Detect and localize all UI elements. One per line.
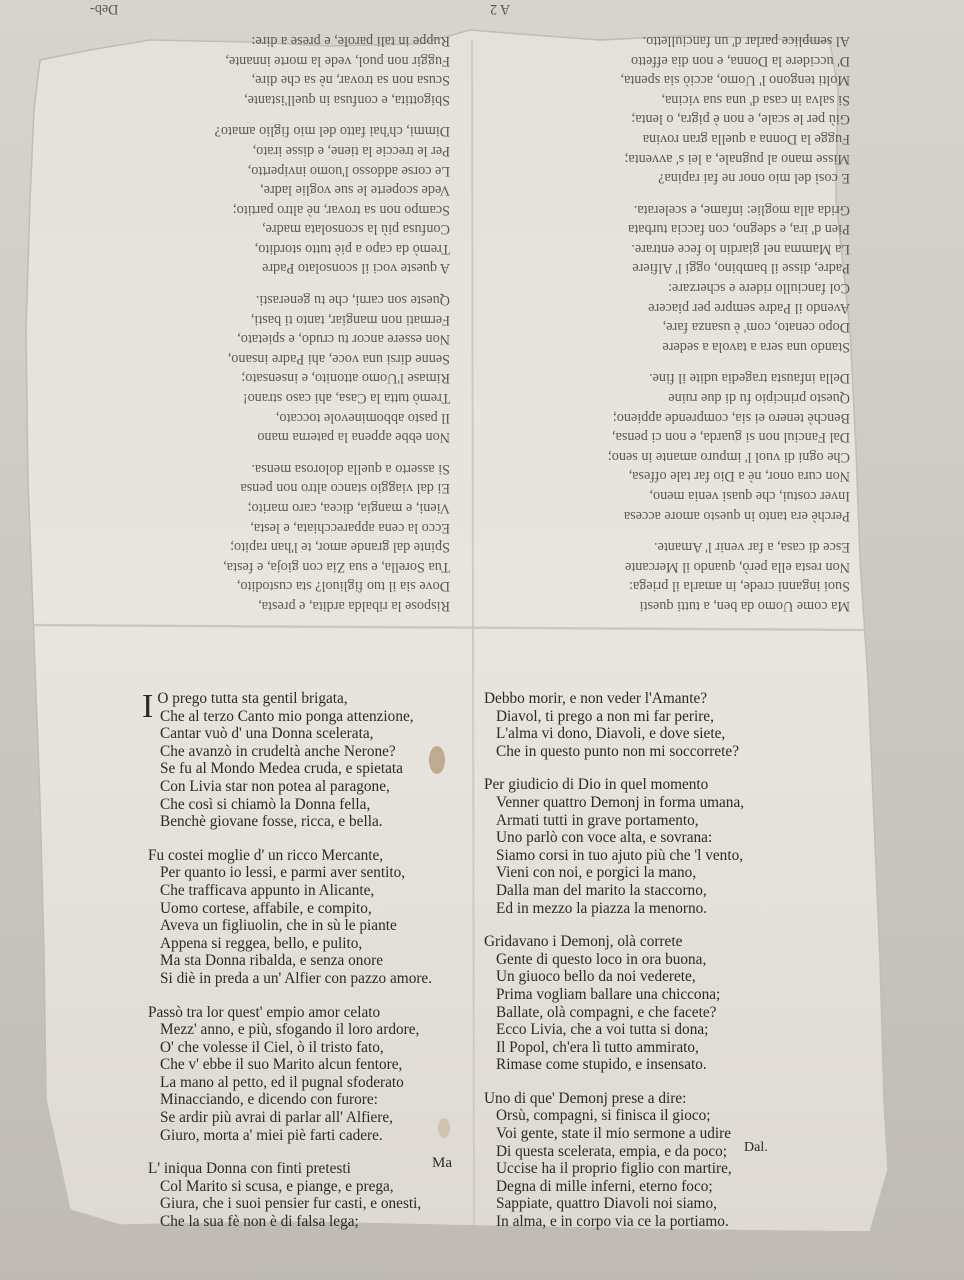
verse-line: Tremò tutta la Casa, ahi caso strano! [242, 390, 450, 407]
stanza [148, 847, 468, 988]
verse-line: Dove sia il tuo figliuol? sta custodito, [236, 578, 450, 595]
verse-line: Per quanto io lessi, e parmi aver sentito, [160, 864, 406, 882]
verse-line: Col fanciullo ridere e scherzare: [668, 280, 850, 297]
verse-line: Se fu al Mondo Medea cruda, e spietata [160, 760, 403, 778]
verse-line: Benchè tenero ei sia, comprende appieno; [612, 409, 850, 426]
verse-line: Se ardir più avrai di parlar all' Alfiere, [160, 1109, 393, 1127]
verse-line: Fu costei moglie d' un ricco Mercante, [148, 846, 384, 864]
verse-line: Mezz' anno, e più, sfogando il loro ardore, [160, 1021, 420, 1039]
stanza [148, 1160, 468, 1230]
verse-line: Venner quattro Demonj in forma umana, [496, 793, 745, 811]
verse-line: Rispose la ribalda ardita, e presta, [258, 598, 450, 614]
verse-line: A queste voci il sconsolato Padre [262, 260, 450, 277]
stanza [90, 121, 450, 278]
stanza [90, 290, 450, 447]
verse-line: Gridavano i Demonj, olà correte [484, 933, 683, 951]
stanza [90, 458, 450, 615]
verse-line: Armati tutti in grave portamento, [496, 811, 699, 829]
left-catchword: Ma [432, 1155, 452, 1171]
verse-line: Esce di casa, a far venir l' Amante. [654, 539, 850, 556]
verse-line: Spinte dal grande amor, te l'han rapito; [230, 539, 450, 556]
verse-line: Vieni, e mangia, dicea, caro marito; [247, 500, 450, 517]
upper-right-catchword: Deb- [90, 1, 119, 18]
verse-line: Molti tengono l' Uomo, acciò sia spenta, [620, 72, 850, 89]
verse-line: D' uccidere la Donna, e non dia effetto [631, 52, 850, 69]
verse-line: Passò tra lor quest' empio amor celato [148, 1003, 381, 1021]
verse-line: Degna di mille inferni, eterno foco; [496, 1177, 713, 1195]
verse-line: Si asserto a quella dolorosa mensa. [251, 460, 450, 477]
verse-line: Le corse addosso l'uomo invipertto, [247, 162, 450, 179]
verse-line: Sappiate, quattro Diavoli noi siamo, [496, 1195, 717, 1213]
verse-line: Per le treccie la tiene, e disse irato, [252, 142, 450, 159]
verse-line: Non ebbe appena la paterna mano [257, 429, 450, 446]
verse-line: Con Livia star non potea al paragone, [160, 777, 390, 795]
verse-line: Scusa non sa trovar, nè sa che dire, [251, 72, 450, 89]
verse-line: La mano al petto, ed il pugnal sfoderato [160, 1073, 404, 1091]
verse-line: Dimmi, ch'hai fatto del mio figlio amato? [214, 123, 450, 140]
verse-line: Perchè era tanto in questo amore accesa [623, 507, 850, 524]
verse-line: Che al terzo Canto mio ponga attenzione, [160, 707, 414, 725]
verse-line: Rimase l'Uomo attonito, e insensato; [241, 370, 450, 387]
verse-line: Che la sua fè non è di falsa lega; [160, 1213, 359, 1231]
verse-line: Appena si reggea, bello, e pulito, [160, 934, 363, 952]
verse-line: Queste son carni, che tu generasti. [255, 292, 450, 309]
verse-line: Fermati non mangiar, tanto ti basti, [250, 311, 450, 328]
verse-line: Uno di que' Demonj prese a dire: [484, 1089, 687, 1107]
verse-line: Non cura onor, nè a Dio far tale offesa, [628, 468, 850, 485]
upper-right-column [90, 0, 450, 615]
verse-line: Ma sta Donna ribalda, e senza onore [160, 952, 383, 970]
page-signature: A 2 [490, 1, 511, 18]
verse-line: Non resta ella però, quando il Mercante [625, 558, 850, 575]
verse-line: Un giuoco bello da noi vederete, [496, 968, 696, 986]
verse-line: Orsù, compagni, si finisca il gioco; [496, 1107, 711, 1125]
verse-line: L' iniqua Donna con finti pretesti [148, 1160, 351, 1178]
verse-line: Avendo il Padre sempre per piacere [648, 299, 850, 316]
verse-line: Che ogni di vuol l' impuro amante in seno; [607, 448, 850, 465]
verse-line: Vieni con noi, e porgici la mano, [496, 864, 697, 882]
verse-line: La Mamma nel giardin lo fece entrare. [631, 240, 850, 257]
verse-line: Rimase come stupido, e insensato. [496, 1056, 707, 1074]
verse-line: Senne dirsi una voce, ahi Padre insano, [227, 350, 450, 367]
verse-line: E così del mio onor ne fai rapina? [658, 170, 850, 187]
verse-line: Prima vogliam ballare una chiccona; [496, 985, 721, 1003]
verse-line: O' che volesse il Ciel, ò il tristo fato, [160, 1038, 384, 1056]
verse-line: Inver costui, che quasi venia meno, [649, 488, 850, 505]
verse-line: Fuggir non puol, vede la morte innante, [225, 52, 450, 69]
lower-left-column [142, 688, 468, 1247]
verse-line: Debbo morir, e non veder l'Amante? [484, 690, 708, 707]
verse-line: O prego tutta sta gentil brigata, [157, 690, 348, 707]
stanza [484, 690, 794, 760]
verse-line: Che trafficava appunto in Alicante, [160, 881, 375, 899]
verse-line: Che avanzò in crudeltà anche Nerone? [160, 742, 396, 760]
stanza [490, 30, 850, 187]
verse-line: Giuro, morta a' miei piè farti cadere. [160, 1126, 383, 1144]
stanza [142, 688, 468, 831]
verse-line: Ruppe in tali parole, e prese a dire: [251, 32, 450, 49]
verse-line: Vede scoperte le sue voglie ladre, [260, 182, 450, 199]
verse-line: Tremò da capo a piè tutto stordito, [254, 240, 450, 257]
verse-line: Il pasto abbominevole toccato, [275, 409, 450, 426]
verse-line: Ecco Livia, che a voi tutta si dona; [496, 1021, 709, 1039]
verse-line: Confusa più la sconsolata madre, [262, 221, 450, 238]
right-catchword: Dal. [744, 1140, 768, 1155]
verse-line: Scampo non sa trovar, nè altro partito; [232, 201, 450, 218]
verse-line: Minacciando, e dicendo con furore: [160, 1091, 378, 1109]
stanza [490, 368, 850, 525]
verse-line: Grida alla moglie: infame, e scelerata. [633, 201, 850, 218]
stanza [484, 933, 794, 1074]
stanza [148, 1004, 468, 1145]
verse-line: Per giudicio di Dio in quel momento [484, 776, 709, 794]
verse-line: Si salva in casa d' una sua vicina, [661, 91, 850, 108]
upper-left-column [490, 0, 850, 615]
verse-line: Che v' ebbe il suo Marito alcun fentore, [160, 1056, 403, 1074]
stanza [484, 776, 794, 917]
verse-line: Pien d' ira, e sdegno, con faccia turbata [628, 221, 850, 238]
verse-line: Padre, disse il bambino, oggi l' Alfiere [632, 260, 850, 277]
verse-line: Al semplice parlar d' un fanciulletto. [642, 32, 850, 49]
verse-line: Uomo cortese, affabile, e compito, [160, 899, 372, 917]
verse-line: Non essere ancor tu crudo, e spietato, [237, 331, 450, 348]
verse-line: Stando una sera a tavola a sedere [662, 338, 850, 355]
verse-line: Uno parlò con voce alta, e sovrana: [496, 829, 713, 847]
verse-line: Giura, che i suoi pensier fur casti, e onesti, [160, 1195, 422, 1213]
verse-line: Ma come Uomo da ben, a tutti questi [639, 598, 850, 614]
stanza [484, 1090, 794, 1231]
verse-line: L'alma vi dono, Diavoli, e dove siete, [496, 725, 726, 743]
verse-line: Dalla man del marito la staccorno, [496, 881, 707, 899]
lower-right-column [484, 690, 794, 1247]
verse-line: Che in questo punto non mi soccorrete? [496, 742, 739, 760]
verse-line: Sbigottita, e confusa in quell'istante, [244, 91, 450, 108]
verse-line: Ballate, olà compagni, e che facete? [496, 1003, 717, 1021]
verse-line: Ei dal viaggio stanco altro non pensa [240, 480, 450, 497]
verse-line: Suoi inganni crede, in amarla il priega: [628, 578, 850, 595]
verse-line: Ed in mezzo la piazza la menorno. [496, 899, 708, 917]
verse-line: In alma, e in corpo via ce la portiamo. [496, 1213, 729, 1231]
upper-page-mirrored [70, 1, 850, 615]
verse-line: Il Popol, ch'era lì tutto ammirato, [496, 1038, 699, 1056]
stanza [490, 537, 850, 615]
verse-line: Dopo cenato, com' è usanza fare, [662, 319, 850, 336]
verse-line: Misse mano al pugnale, a lei s' avventa; [624, 150, 850, 167]
verse-line: Gente di questo loco in ora buona, [496, 950, 707, 968]
verse-line: Si diè in preda a un' Alfier con pazzo amore. [160, 969, 433, 987]
verse-line: Diavol, ti prego a non mi far perire, [496, 707, 714, 725]
verse-line: Che così si chiamò la Donna fella, [160, 795, 371, 813]
verse-line: Dal Fanciul non si guarda, e non ci pensa, [612, 429, 850, 446]
verse-line: Fugge la Donna a quella gran rovina [642, 130, 850, 147]
verse-line: Di questa scelerata, empia, e da poco; [496, 1142, 728, 1160]
verse-line: Uccise ha il proprio figlio con martire, [496, 1160, 732, 1178]
stanza [90, 30, 450, 108]
verse-line: Benchè giovane fosse, ricca, e bella. [160, 813, 383, 831]
drop-capital: I [142, 688, 154, 725]
verse-line: Aveva un figliuolin, che in sù le piante [160, 917, 397, 935]
verse-line: Siamo corsi in tuo ajuto più che 'l vento, [496, 846, 744, 864]
stanza [490, 199, 850, 356]
verse-line: Voi gente, state il mio sermone a udire [496, 1125, 732, 1143]
verse-line: Della infausta tragedia udite il fine. [649, 370, 850, 387]
verse-line: Ecco la cena apparecchiata, e lesta, [250, 519, 450, 536]
verse-line: Questo principio fu di due ruine [668, 390, 850, 407]
verse-line: Giù per le scale, e non è pigra, o lenta; [631, 111, 850, 128]
verse-line: Col Marito si scusa, e piange, e prega, [160, 1177, 394, 1195]
verse-line: Tua Sorella, e sua Zia con gioja, e festa, [223, 558, 450, 575]
verse-line: Cantar vuò d' una Donna scelerata, [160, 725, 374, 743]
